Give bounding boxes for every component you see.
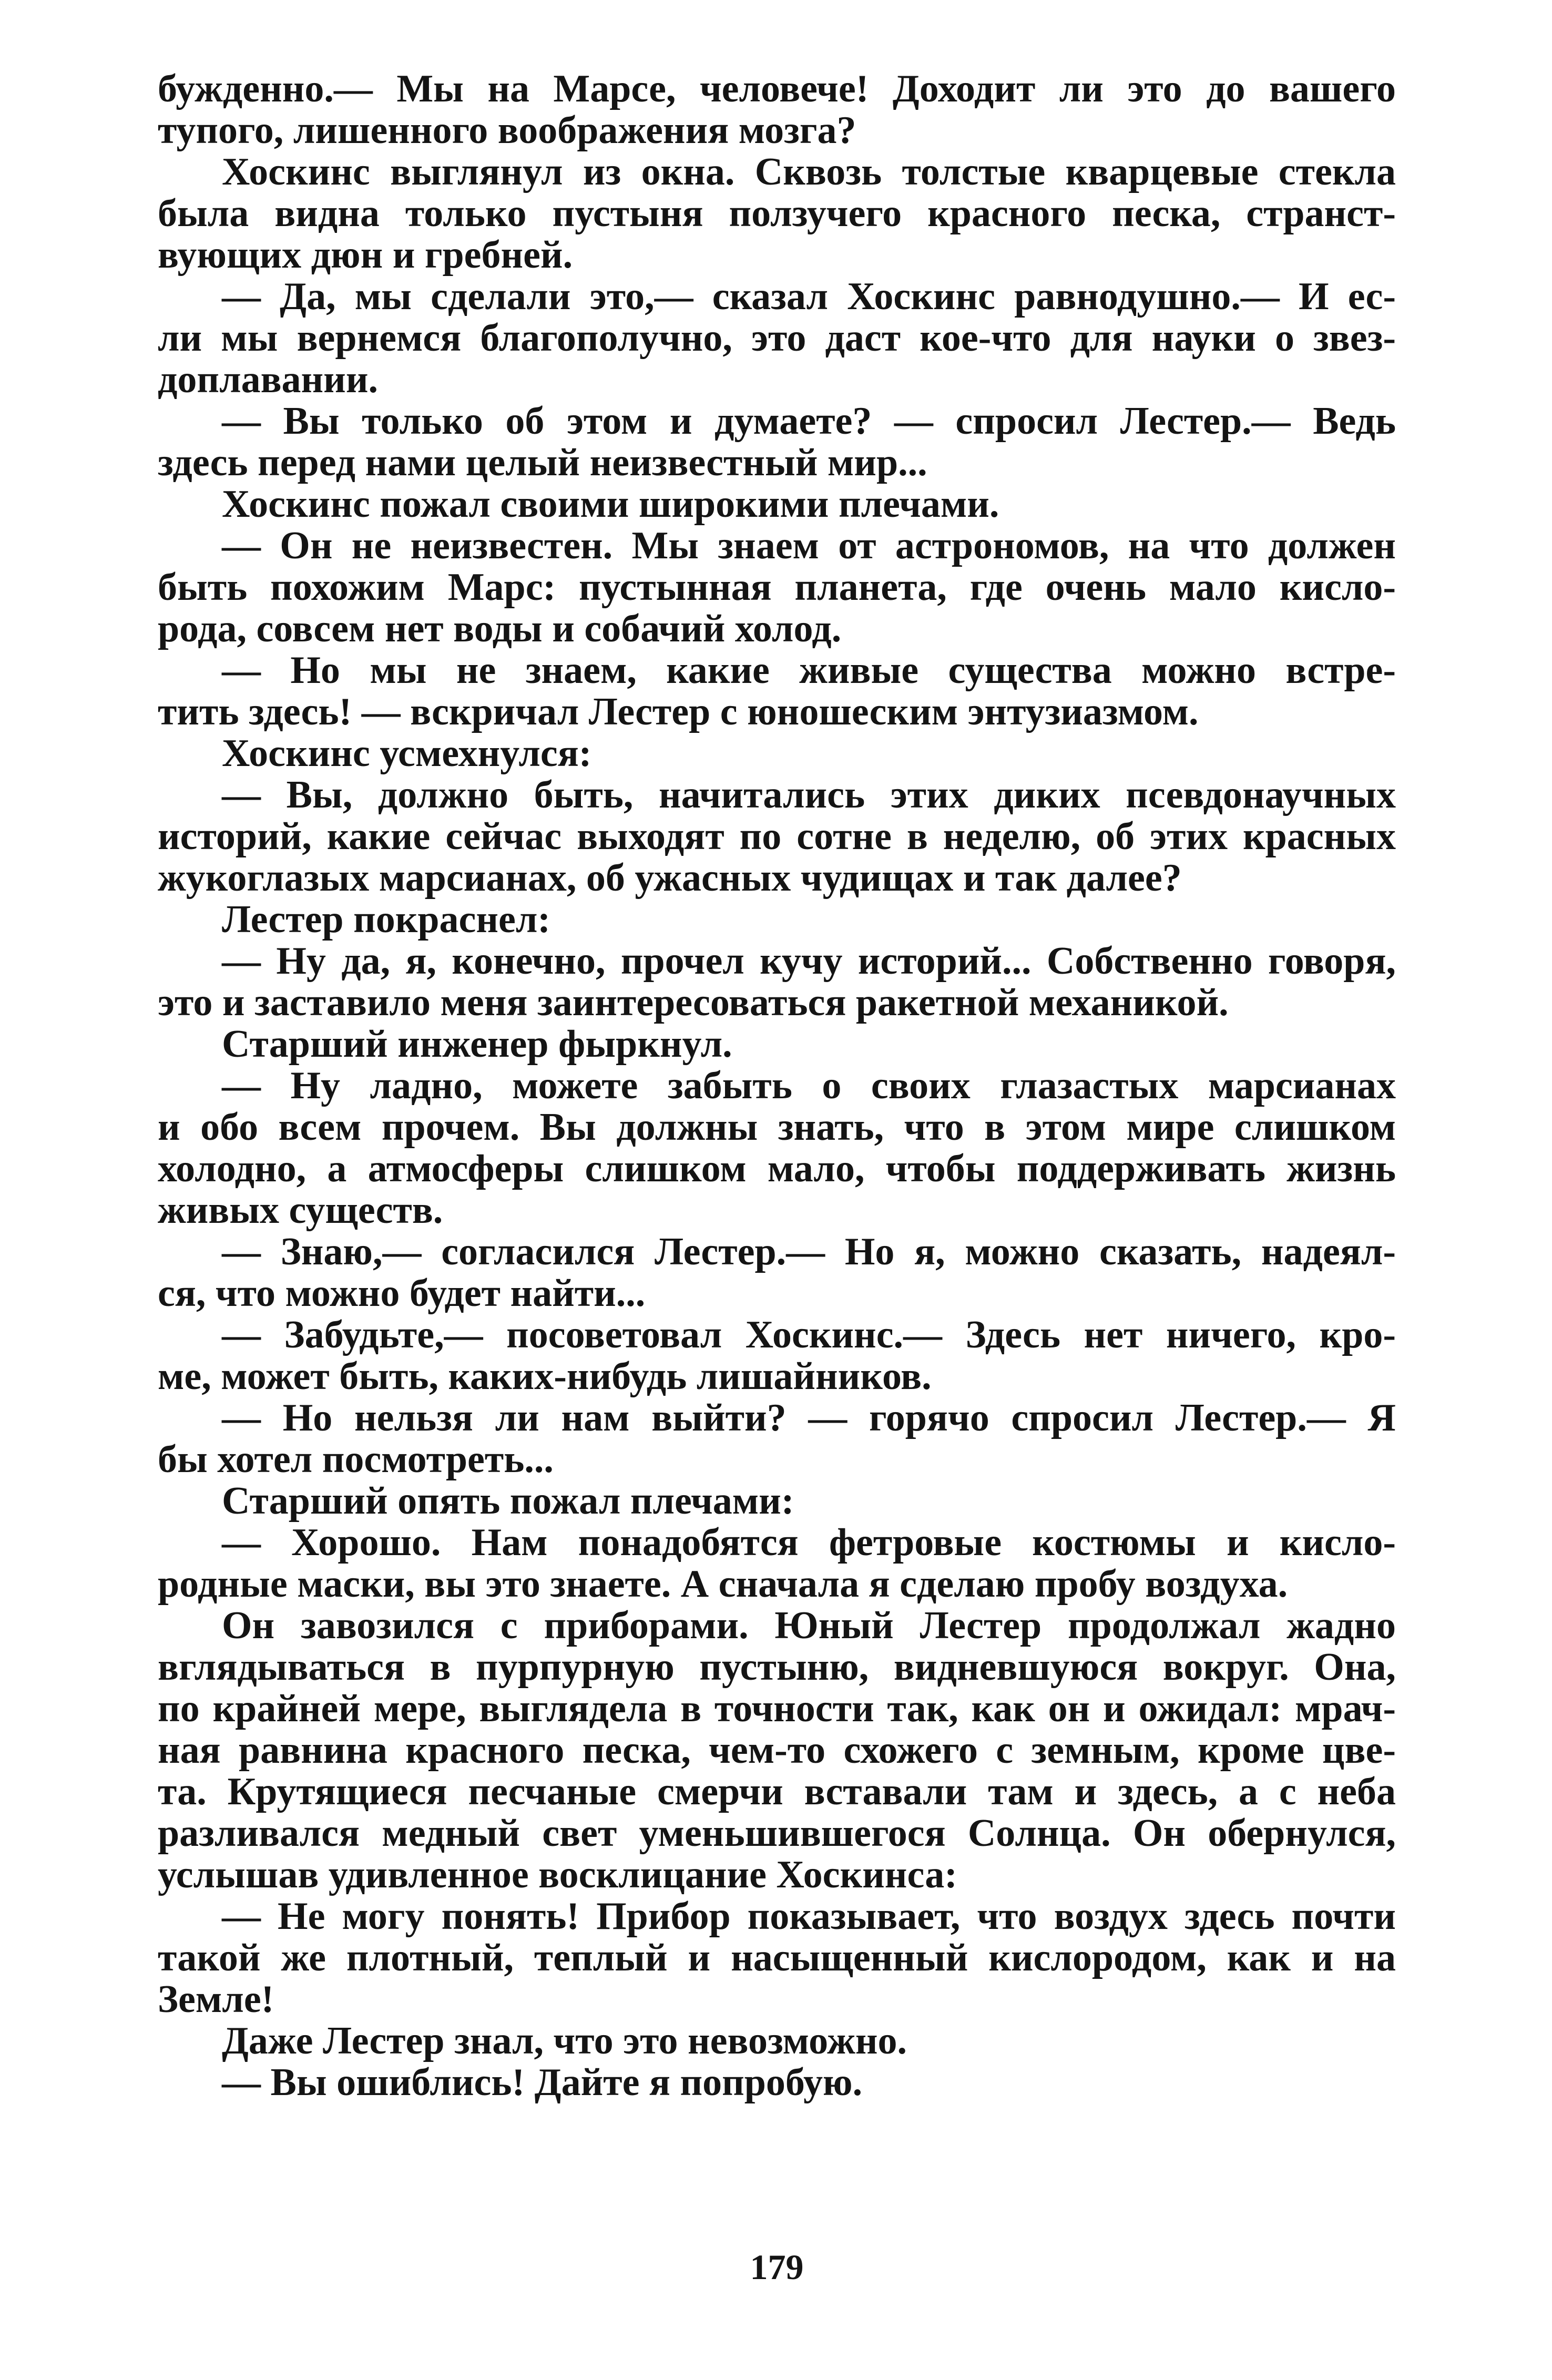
book-page (158, 68, 1396, 2318)
text-line: тить здесь! — вскричал Лестер с юношеским энтузиазмом. (158, 690, 1199, 733)
text-line: ся, что можно будет найти... (158, 1272, 646, 1315)
text-line: — Он не неизвестен. Мы знаем от астрономов, на что должен (222, 524, 1396, 567)
text-line: Он завозился с приборами. Юный Лестер продолжал жадно (222, 1604, 1396, 1647)
text-line: Хоскинс выглянул из окна. Сквозь толстые кварцевые стекла (222, 150, 1396, 193)
text-line: — Знаю,— согласился Лестер.— Но я, можно сказать, надеял- (222, 1230, 1396, 1273)
text-line: такой же плотный, теплый и насыщенный кислородом, как и на (158, 1936, 1396, 1979)
text-line: родные маски, вы это знаете. А сначала я сделаю пробу воздуха. (158, 1562, 1288, 1606)
text-line: — Вы только об этом и думаете? — спросил Лестер.— Ведь (222, 400, 1396, 443)
text-line: разливался медный свет уменьшившегося Солнца. Он обернулся, (158, 1812, 1396, 1855)
text-line: по крайней мере, выглядела в точности так, как он и ожидал: мрач- (158, 1687, 1396, 1730)
text-line: здесь перед нами целый неизвестный мир... (158, 441, 927, 484)
text-line: ная равнина красного песка, чем-то схожего с земным, кроме цве- (158, 1729, 1396, 1772)
text-line: Хоскинс пожал своими широкими плечами. (222, 483, 999, 526)
text-line: Земле! (158, 1978, 274, 2021)
text-line: быть похожим Марс: пустынная планета, где очень мало кисло- (158, 566, 1396, 609)
text-line: — Ну ладно, можете забыть о своих глазастых марсианах (222, 1064, 1396, 1107)
text-line: доплавании. (158, 358, 378, 401)
text-line: — Вы, должно быть, начитались этих диких псевдонаучных (222, 773, 1396, 816)
text-line: Даже Лестер знал, что это невозможно. (222, 2019, 907, 2062)
text-line: рода, совсем нет воды и собачий холод. (158, 607, 842, 650)
text-line: — Хорошо. Нам понадобятся фетровые костюмы и кисло- (222, 1521, 1396, 1564)
text-line: Лестер покраснел: (222, 898, 550, 941)
text-line: вующих дюн и гребней. (158, 233, 573, 277)
text-line: Хоскинс усмехнулся: (222, 732, 592, 775)
text-line: историй, какие сейчас выходят по сотне в неделю, об этих красных (158, 815, 1396, 858)
text-line: ме, может быть, каких-нибудь лишайников. (158, 1355, 932, 1398)
text-line: бужденно.— Мы на Марсе, человече! Доходит ли это до вашего (158, 67, 1396, 110)
text-line: — Не могу понять! Прибор показывает, что воздух здесь почти (222, 1895, 1396, 1938)
page-number: 179 (750, 2247, 804, 2287)
text-line: вглядываться в пурпурную пустыню, видневшуюся вокруг. Она, (158, 1646, 1396, 1689)
text-line: ли мы вернемся благополучно, это даст кое-что для науки о звез- (158, 316, 1396, 360)
text-line: Старший инженер фыркнул. (222, 1023, 732, 1066)
text-line: тупого, лишенного воображения мозга? (158, 109, 856, 152)
text-line: бы хотел посмотреть... (158, 1438, 554, 1481)
text-line: — Забудьте,— посоветовал Хоскинс.— Здесь нет ничего, кро- (222, 1313, 1396, 1356)
text-body (158, 68, 1396, 2103)
text-line: это и заставило меня заинтересоваться ракетной механикой. (158, 981, 1229, 1024)
text-line: услышав удивленное восклицание Хоскинса: (158, 1853, 957, 1896)
text-line: — Но мы не знаем, какие живые существа можно встре- (222, 649, 1396, 692)
text-line: та. Крутящиеся песчаные смерчи вставали там и здесь, а с неба (158, 1770, 1396, 1813)
text-line: — Вы ошиблись! Дайте я попробую. (222, 2061, 863, 2104)
text-line: — Но нельзя ли нам выйти? — горячо спросил Лестер.— Я (222, 1396, 1396, 1439)
text-line: — Ну да, я, конечно, прочел кучу историй... Собственно говоря, (222, 939, 1396, 983)
text-line: — Да, мы сделали это,— сказал Хоскинс равнодушно.— И ес- (222, 275, 1396, 318)
text-line: жукоглазых марсианах, об ужасных чудищах и так далее? (158, 856, 1182, 900)
text-line: Старший опять пожал плечами: (222, 1479, 794, 1523)
text-line: была видна только пустыня ползучего красного песка, странст- (158, 192, 1396, 235)
text-line: холодно, а атмосферы слишком мало, чтобы поддерживать жизнь (158, 1147, 1396, 1190)
text-line: живых существ. (158, 1189, 443, 1232)
text-line: и обо всем прочем. Вы должны знать, что в этом мире слишком (158, 1106, 1396, 1149)
